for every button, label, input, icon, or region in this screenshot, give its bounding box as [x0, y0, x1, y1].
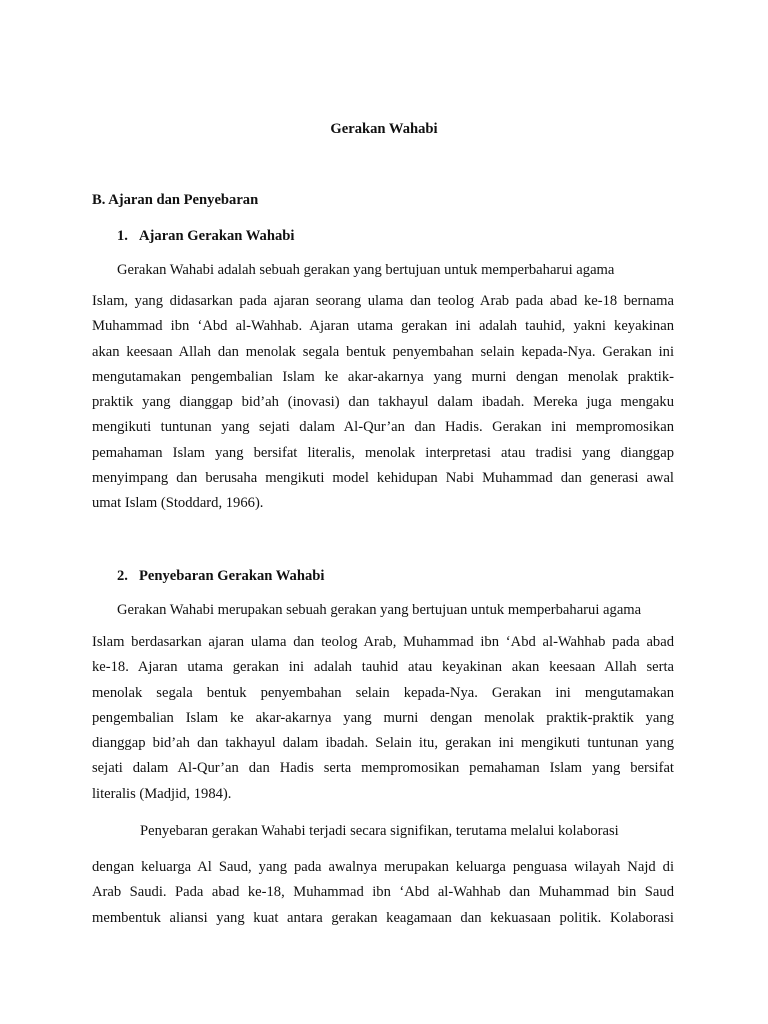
text-line: sejati dalam Al-Qur’an dan Hadis serta mempromosikan pemahaman Islam yang bersifat	[92, 760, 674, 777]
subsection-number: 2.	[117, 568, 128, 584]
document-title: Gerakan Wahabi	[330, 121, 438, 137]
paragraph-first-line: Gerakan Wahabi adalah sebuah gerakan yang bertujuan untuk memperbaharui agama	[117, 262, 615, 278]
text-line: mengikuti tuntunan yang sejati dalam Al-Qur’an dan Hadis. Gerakan ini mempromosikan	[92, 419, 674, 436]
subsection-title: Ajaran Gerakan Wahabi	[139, 228, 295, 244]
text-line: membentuk aliansi yang kuat antara gerakan keagamaan dan kekuasaan politik. Kolaborasi	[92, 909, 674, 926]
text-line: literalis (Madjid, 1984).	[92, 785, 232, 802]
text-line: menyimpang dan berusaha mengikuti model kehidupan Nabi Muhammad dan generasi awal	[92, 470, 674, 487]
text-line: Islam berdasarkan ajaran ulama dan teolog Arab, Muhammad ibn ‘Abd al-Wahhab pada abad	[92, 634, 674, 650]
paragraph-body	[92, 630, 674, 807]
text-line: umat Islam (Stoddard, 1966).	[92, 495, 264, 512]
text-line: Muhammad ibn ‘Abd al-Wahhab. Ajaran utama gerakan ini adalah tauhid, yakni keyakinan	[92, 318, 674, 335]
subsection-heading-2	[117, 568, 324, 585]
section-heading: B. Ajaran dan Penyebaran	[92, 192, 259, 208]
text-line: Islam, yang didasarkan pada ajaran seorang ulama dan teolog Arab pada abad ke-18 bernama	[92, 293, 674, 309]
paragraph-first-line: Gerakan Wahabi merupakan sebuah gerakan yang bertujuan untuk memperbaharui agama	[117, 602, 642, 618]
subsection-title: Penyebaran Gerakan Wahabi	[139, 568, 325, 584]
text-line: Arab Saudi. Pada abad ke-18, Muhammad ibn ‘Abd al-Wahhab dan Muhammad bin Saud	[92, 884, 674, 901]
text-line: ke-18. Ajaran utama gerakan ini adalah tauhid atau keyakinan akan keesaan Allah serta	[92, 659, 674, 676]
text-line: akan keesaan Allah dan menolak segala bentuk penyembahan selain kepada-Nya. Gerakan ini	[92, 343, 674, 360]
subsection-heading-1	[117, 228, 294, 245]
paragraph-body	[92, 289, 674, 517]
text-line: mengutamakan pengembalian Islam ke akar-akarnya yang murni dengan menolak praktik-	[92, 368, 674, 385]
text-line: pemahaman Islam yang bersifat literalis, menolak interpretasi atau tradisi yang dianggap	[92, 444, 674, 461]
text-line: praktik yang dianggap bid’ah (inovasi) dan takhayul dalam ibadah. Mereka juga mengaku	[92, 394, 674, 411]
paragraph-body	[92, 855, 674, 931]
paragraph-first-line: Penyebaran gerakan Wahabi terjadi secara signifikan, terutama melalui kolaborasi	[140, 823, 619, 839]
text-line: dengan keluarga Al Saud, yang pada awalnya merupakan keluarga penguasa wilayah Najd di	[92, 859, 674, 875]
text-line: pengembalian Islam ke akar-akarnya yang murni dengan menolak praktik-praktik yang	[92, 709, 674, 726]
subsection-number: 1.	[117, 228, 128, 244]
text-line: menolak segala bentuk penyembahan selain kepada-Nya. Gerakan ini mengutamakan	[92, 684, 674, 701]
text-line: dianggap bid’ah dan takhayul dalam ibadah. Selain itu, gerakan ini mengikuti tuntunan yang	[92, 735, 674, 752]
